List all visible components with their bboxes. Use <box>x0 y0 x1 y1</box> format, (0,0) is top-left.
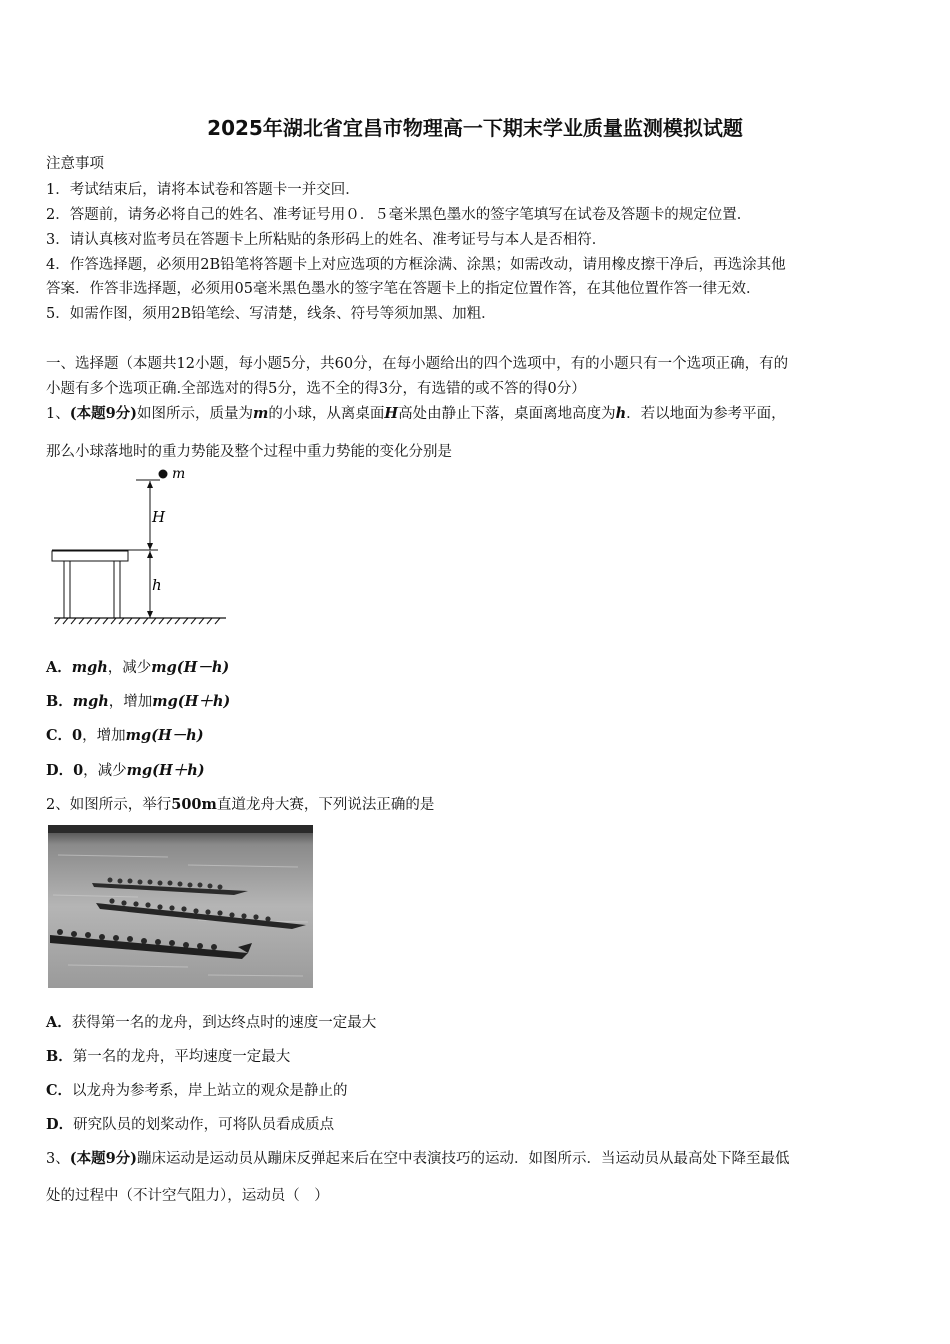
question-score: (本题9分) <box>69 1150 138 1167</box>
option-c: C．以龙舟为参考系，岸上站立的观众是静止的 <box>46 1082 348 1099</box>
question-number: 2、 <box>46 797 70 813</box>
notice-item: 答案．作答非选择题，必须用05毫米黑色墨水的签字笔在答题卡上的指定位置作答，在其他位置作答一律无效． <box>46 281 761 297</box>
question-1-text: 1、(本题9分)如图所示，质量为m的小球，从离桌面H高处由静止下落，桌面离地高度为h．若以地面为参考平面， <box>46 405 786 422</box>
section-header-line2: 小题有多个选项正确.全部选对的得5分，选不全的得3分，有选错的或不答的得0分） <box>46 381 586 397</box>
notice-item: 1．考试结束后，请将本试卷和答题卡一并交回． <box>46 182 360 198</box>
question-2-text: 2、如图所示，举行500m直道龙舟大赛，下列说法正确的是 <box>46 796 435 813</box>
question-1-text-line2: 那么小球落地时的重力势能及整个过程中重力势能的变化分别是 <box>46 444 452 460</box>
label-H: H <box>152 508 166 526</box>
option-d: D．研究队员的划桨动作，可将队员看成质点 <box>46 1116 335 1133</box>
var-H: H <box>384 405 399 422</box>
question-3-text: 3、(本题9分)蹦床运动是运动员从蹦床反弹起来后在空中表演技巧的运动．如图所示．当运动员从最高处下降至最低 <box>46 1150 790 1167</box>
option-b: B．第一名的龙舟，平均速度一定最大 <box>46 1048 291 1065</box>
notice-item: 4．作答选择题，必须用2B铅笔将答题卡上对应选项的方框涂满、涂黑；如需改动，请用橡皮擦干净后，再选涂其他 <box>46 257 786 273</box>
option-b: B．mgh，增加mg(H＋h) <box>46 693 231 710</box>
var-h: h <box>615 405 627 422</box>
notice-item: 3．请认真核对监考员在答题卡上所粘贴的条形码上的姓名、准考证号与本人是否相符． <box>46 232 607 248</box>
option-d: D．0，减少mg(H＋h) <box>46 762 205 779</box>
ball-mark <box>159 470 168 479</box>
question-3-text-line2: 处的过程中（不计空气阻力），运动员（ ） <box>46 1188 329 1204</box>
option-c: C．0，增加mg(H－h) <box>46 727 204 744</box>
question-number: 3、 <box>46 1151 70 1167</box>
notice-item: 5．如需作图，须用2B铅笔绘、写清楚，线条、符号等须加黑、加粗． <box>46 306 496 322</box>
question-number: 1、 <box>46 406 70 422</box>
label-m: m <box>172 466 186 482</box>
notice-heading: 注意事项 <box>46 156 104 172</box>
label-h: h <box>152 576 162 594</box>
option-a: A．mgh，减少mg(H－h) <box>46 659 230 676</box>
section-header-line1: 一、选择题（本题共12小题，每小题5分，共60分，在每小题给出的四个选项中，有的小题只有一个选项正确，有的 <box>46 356 789 372</box>
notice-item: 2．答题前，请务必将自己的姓名、准考证号用０．５毫米黑色墨水的签字笔填写在试卷及答题卡的规定位置． <box>46 207 752 223</box>
table-top <box>52 551 128 561</box>
var-m: m <box>253 405 269 422</box>
dragon-boat-photo <box>48 825 313 988</box>
option-a: A．获得第一名的龙舟，到达终点时的速度一定最大 <box>46 1014 377 1031</box>
question-score: (本题9分) <box>69 405 138 422</box>
page-title: 2025年湖北省宜昌市物理高一下期末学业质量监测模拟试题 <box>207 116 743 140</box>
table-ball-figure <box>46 462 231 625</box>
